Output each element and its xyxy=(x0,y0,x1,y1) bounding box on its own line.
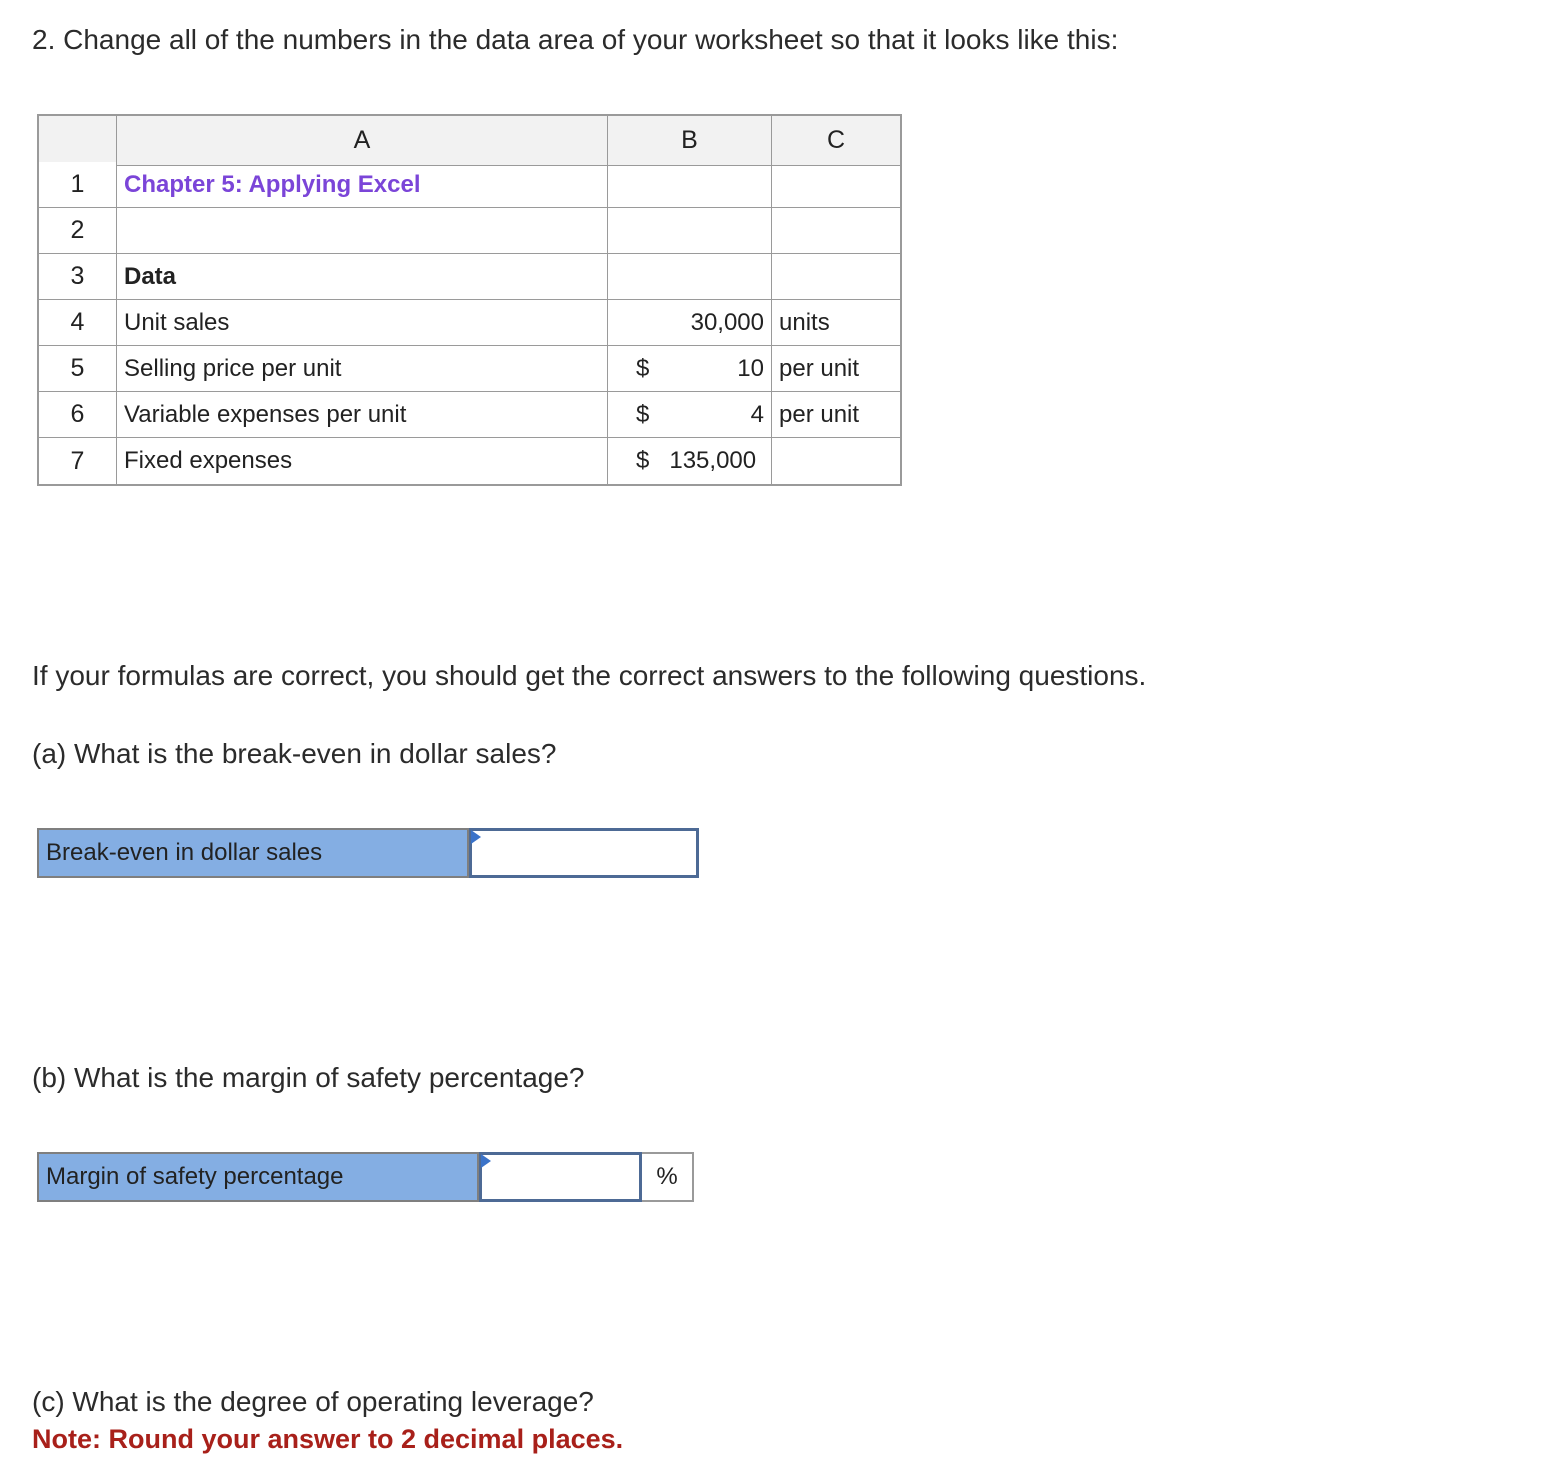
cell-a7[interactable]: Fixed expenses xyxy=(117,438,608,484)
cell-a2[interactable] xyxy=(117,208,608,254)
row-number[interactable]: 5 xyxy=(39,346,117,392)
currency-symbol: $ xyxy=(636,400,650,428)
cell-b2[interactable] xyxy=(608,208,772,254)
row-number[interactable]: 7 xyxy=(39,438,117,484)
margin-of-safety-input[interactable] xyxy=(479,1152,642,1202)
cell-a3[interactable]: Data xyxy=(117,254,608,300)
cell-b4-value: 30,000 xyxy=(690,308,764,336)
column-header-a[interactable]: A xyxy=(117,116,608,166)
currency-symbol: $ xyxy=(636,354,650,382)
answer-row-margin-of-safety xyxy=(37,1152,694,1202)
cell-c3[interactable] xyxy=(772,254,900,300)
intro-text: If your formulas are correct, you should get the correct answers to the following questions. xyxy=(32,660,1147,691)
margin-of-safety-input-wrap xyxy=(479,1152,642,1202)
instruction-text: 2. Change all of the numbers in the data area of your worksheet so that it looks like this: xyxy=(32,24,1119,55)
cell-c2[interactable] xyxy=(772,208,900,254)
cell-a1[interactable]: Chapter 5: Applying Excel xyxy=(117,162,608,208)
cell-b5[interactable] xyxy=(608,346,772,392)
cell-a6[interactable]: Variable expenses per unit xyxy=(117,392,608,438)
question-b: (b) What is the margin of safety percentage? xyxy=(32,1062,585,1093)
cell-c7[interactable] xyxy=(772,438,900,484)
cell-b6-value: 4 xyxy=(750,400,764,428)
cell-b5-value: 10 xyxy=(737,354,764,382)
break-even-input[interactable] xyxy=(469,828,699,878)
cell-a4[interactable]: Unit sales xyxy=(117,300,608,346)
row-number[interactable]: 4 xyxy=(39,300,117,346)
row-number[interactable]: 2 xyxy=(39,208,117,254)
cell-b3[interactable] xyxy=(608,254,772,300)
break-even-input-wrap xyxy=(469,828,699,878)
currency-symbol: $ xyxy=(636,447,650,474)
row-number[interactable]: 3 xyxy=(39,254,117,300)
cell-b4[interactable] xyxy=(608,300,772,346)
row-number[interactable]: 1 xyxy=(39,162,117,208)
answer-row-break-even xyxy=(37,828,699,878)
break-even-label: Break-even in dollar sales xyxy=(37,828,469,878)
percent-unit: % xyxy=(642,1152,694,1202)
cell-b7[interactable] xyxy=(608,438,772,484)
rounding-note: Note: Round your answer to 2 decimal places. xyxy=(32,1424,624,1454)
row-number[interactable]: 6 xyxy=(39,392,117,438)
cell-c5[interactable]: per unit xyxy=(772,346,900,392)
column-header-b[interactable]: B xyxy=(608,116,772,166)
spreadsheet xyxy=(37,114,902,486)
cell-c6[interactable]: per unit xyxy=(772,392,900,438)
cell-b1[interactable] xyxy=(608,162,772,208)
column-header-c[interactable]: C xyxy=(772,116,900,166)
cell-b6[interactable] xyxy=(608,392,772,438)
question-a: (a) What is the break-even in dollar sales? xyxy=(32,738,557,769)
margin-of-safety-label: Margin of safety percentage xyxy=(37,1152,479,1202)
corner-header[interactable] xyxy=(39,116,117,166)
cell-c4[interactable]: units xyxy=(772,300,900,346)
cell-b7-value: 135,000 xyxy=(669,447,757,474)
question-c: (c) What is the degree of operating leverage? xyxy=(32,1386,594,1417)
cell-a5[interactable]: Selling price per unit xyxy=(117,346,608,392)
cell-c1[interactable] xyxy=(772,162,900,208)
